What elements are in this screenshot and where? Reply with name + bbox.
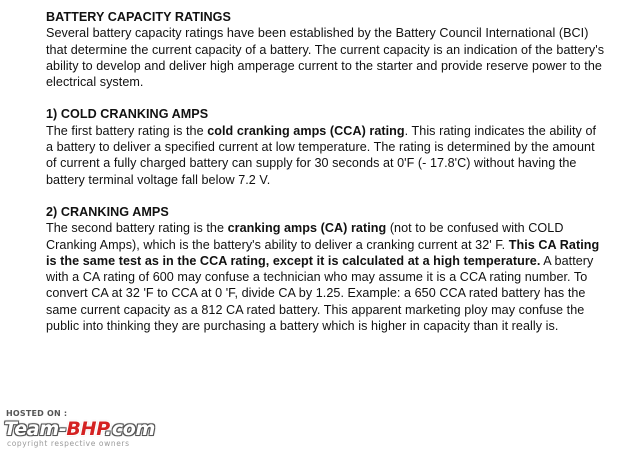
paragraph-text: The second battery rating is the — [46, 221, 228, 236]
section-heading: 2) CRANKING AMPS — [46, 204, 169, 219]
logo-team-text: Team- — [4, 418, 67, 440]
paragraph-bold-text: This CA Rating is the same test as in the CCA rating, except it is calculated at a high temperature. — [46, 237, 600, 268]
paragraph-text: . This rating indicates the ability of a battery to deliver a specified current at low temperature. The rating is determined by the amount of current a fully charged battery can supply for 30 seconds at 0'F (- 17.8'C) without having the battery terminal voltage fall below 7.2 V. — [46, 123, 597, 187]
watermark-hosted-on: HOSTED ON : — [6, 409, 68, 418]
section-cranking-amps — [46, 204, 606, 334]
team-bhp-logo — [4, 418, 155, 440]
section-heading: 1) COLD CRANKING AMPS — [46, 107, 209, 122]
paragraph-bold-text: cranking amps (CA) rating — [227, 221, 387, 236]
document-body — [46, 9, 606, 334]
paragraph-text: (not to be confused with COLD Cranking Amps), which is the battery's ability to deliver a cranking current at 32' F. — [46, 221, 564, 252]
section-cold-cranking-amps — [46, 106, 606, 187]
section-paragraph — [46, 220, 606, 334]
logo-bhp-text: BHP — [66, 418, 105, 440]
watermark-copyright: copyright respective owners — [7, 439, 130, 448]
paragraph-text: A battery with a CA rating of 600 may confuse a technician who may assume it is a CCA rating number. To convert CA at 32 'F to CCA at 0 'F, divide CA by 1.25. Example: a 650 CCA rated battery has the same current capacity as a 812 CA rated battery. This apparent marketing ploy may confuse the public into thinking they are purchasing a battery which is higher in capacity than it really is. — [46, 253, 594, 334]
section-heading: BATTERY CAPACITY RATINGS — [46, 10, 231, 24]
hosting-watermark — [4, 409, 204, 449]
paragraph-text: The first battery rating is the — [46, 123, 208, 138]
section-paragraph — [46, 123, 606, 188]
section-paragraph: Several battery capacity ratings have been established by the Battery Council International (BCI) that determine the current capacity of a battery. The current capacity is an indication of the battery's ability to develop and deliver high amperage current to the starter and provide reserve power to the electrical system. — [46, 26, 605, 90]
logo-com-text: .com — [104, 418, 156, 440]
section-battery-capacity-ratings — [46, 9, 606, 90]
paragraph-bold-text: cold cranking amps (CCA) rating — [207, 123, 405, 138]
